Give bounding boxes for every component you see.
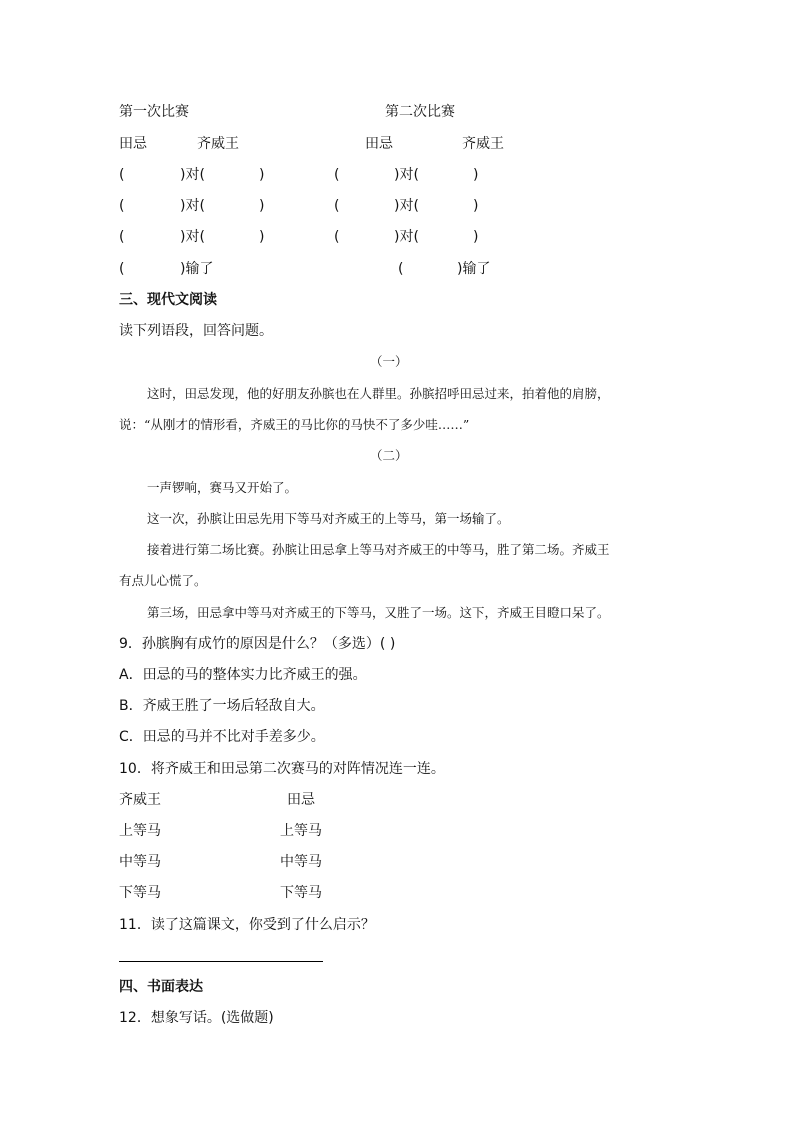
q11-answer-line[interactable] xyxy=(119,961,323,962)
q10-left-item[interactable]: 上等马 xyxy=(119,823,161,839)
first-race-blank-open: ( xyxy=(119,198,125,214)
passage-part2-mark: （二） xyxy=(370,448,408,463)
second-race-blank-open: ( xyxy=(334,198,340,214)
first-race-blank-close: ) xyxy=(259,198,265,214)
q9-stem[interactable]: 9．孙膑胸有成竹的原因是什么？（多选）( ) xyxy=(119,636,396,652)
second-race-blank-open: ( xyxy=(334,229,340,245)
q10-stem: 10．将齐威王和田忌第二次赛马的对阵情况连一连。 xyxy=(119,761,445,777)
first-race-blank-open: ( xyxy=(119,229,125,245)
section4-heading: 四、书面表达 xyxy=(119,979,203,995)
second-race-loser[interactable]: )输了 xyxy=(457,261,491,277)
q10-right-header: 田忌 xyxy=(287,792,315,808)
passage-p4-line1: 接着进行第二场比赛。孙膑让田忌拿上等马对齐威王的中等马，胜了第二场。齐威王 xyxy=(147,542,610,557)
q9-option-c[interactable]: C．田忌的马并不比对手差多少。 xyxy=(119,729,325,745)
second-race-title: 第二次比赛 xyxy=(385,104,455,120)
second-race-blank-dui[interactable]: )对( xyxy=(394,229,419,245)
second-race-blank-open: ( xyxy=(334,167,340,183)
second-race-blank-dui[interactable]: )对( xyxy=(394,167,419,183)
first-race-blank-close: ) xyxy=(259,167,265,183)
second-race-blank-close: ) xyxy=(473,229,479,245)
first-race-qiweiwang: 齐威王 xyxy=(197,136,239,152)
second-race-blank-close: ) xyxy=(473,167,479,183)
q10-left-item[interactable]: 下等马 xyxy=(119,885,161,901)
first-race-blank-dui[interactable]: )对( xyxy=(180,229,205,245)
passage-part1-mark: （一） xyxy=(370,354,408,369)
first-race-blank-dui[interactable]: )对( xyxy=(180,167,205,183)
first-race-blank-close: ) xyxy=(259,229,265,245)
q10-left-item[interactable]: 中等马 xyxy=(119,854,161,870)
q9-option-b[interactable]: B．齐威王胜了一场后轻敌自大。 xyxy=(119,698,325,714)
passage-p2: 一声锣响，赛马又开始了。 xyxy=(147,480,298,495)
second-race-blank-dui[interactable]: )对( xyxy=(394,198,419,214)
q10-right-item[interactable]: 中等马 xyxy=(280,854,322,870)
section3-heading: 三、现代文阅读 xyxy=(119,292,217,308)
q10-right-item[interactable]: 上等马 xyxy=(280,823,322,839)
first-race-loser-open: ( xyxy=(119,261,125,277)
passage-p5: 第三场，田忌拿中等马对齐威王的下等马，又胜了一场。这下，齐威王目瞪口呆了。 xyxy=(147,605,610,620)
first-race-title: 第一次比赛 xyxy=(119,104,189,120)
q9-option-a[interactable]: A．田忌的马的整体实力比齐威王的强。 xyxy=(119,667,367,683)
second-race-tianji: 田忌 xyxy=(365,136,393,152)
second-race-blank-close: ) xyxy=(473,198,479,214)
first-race-blank-dui[interactable]: )对( xyxy=(180,198,205,214)
passage-p3: 这一次，孙膑让田忌先用下等马对齐威王的上等马，第一场输了。 xyxy=(147,511,510,526)
passage-p1-line2: 说：“从刚才的情形看，齐威王的马比你的马快不了多少哇……” xyxy=(119,417,470,432)
first-race-tianji: 田忌 xyxy=(119,136,147,152)
first-race-blank-open: ( xyxy=(119,167,125,183)
passage-p1-line1: 这时，田忌发现，他的好朋友孙膑也在人群里。孙膑招呼田忌过来，拍着他的肩膀， xyxy=(147,386,610,401)
q11-stem: 11．读了这篇课文，你受到了什么启示？ xyxy=(119,917,375,933)
section3-instruction: 读下列语段，回答问题。 xyxy=(119,323,273,339)
q10-right-item[interactable]: 下等马 xyxy=(280,885,322,901)
second-race-loser-open: ( xyxy=(398,261,404,277)
first-race-loser[interactable]: )输了 xyxy=(180,261,214,277)
q10-left-header: 齐威王 xyxy=(119,792,161,808)
passage-p4-line2: 有点儿心慌了。 xyxy=(119,573,207,588)
q12-stem: 12．想象写话。(选做题) xyxy=(119,1010,274,1026)
second-race-qiweiwang: 齐威王 xyxy=(462,136,504,152)
